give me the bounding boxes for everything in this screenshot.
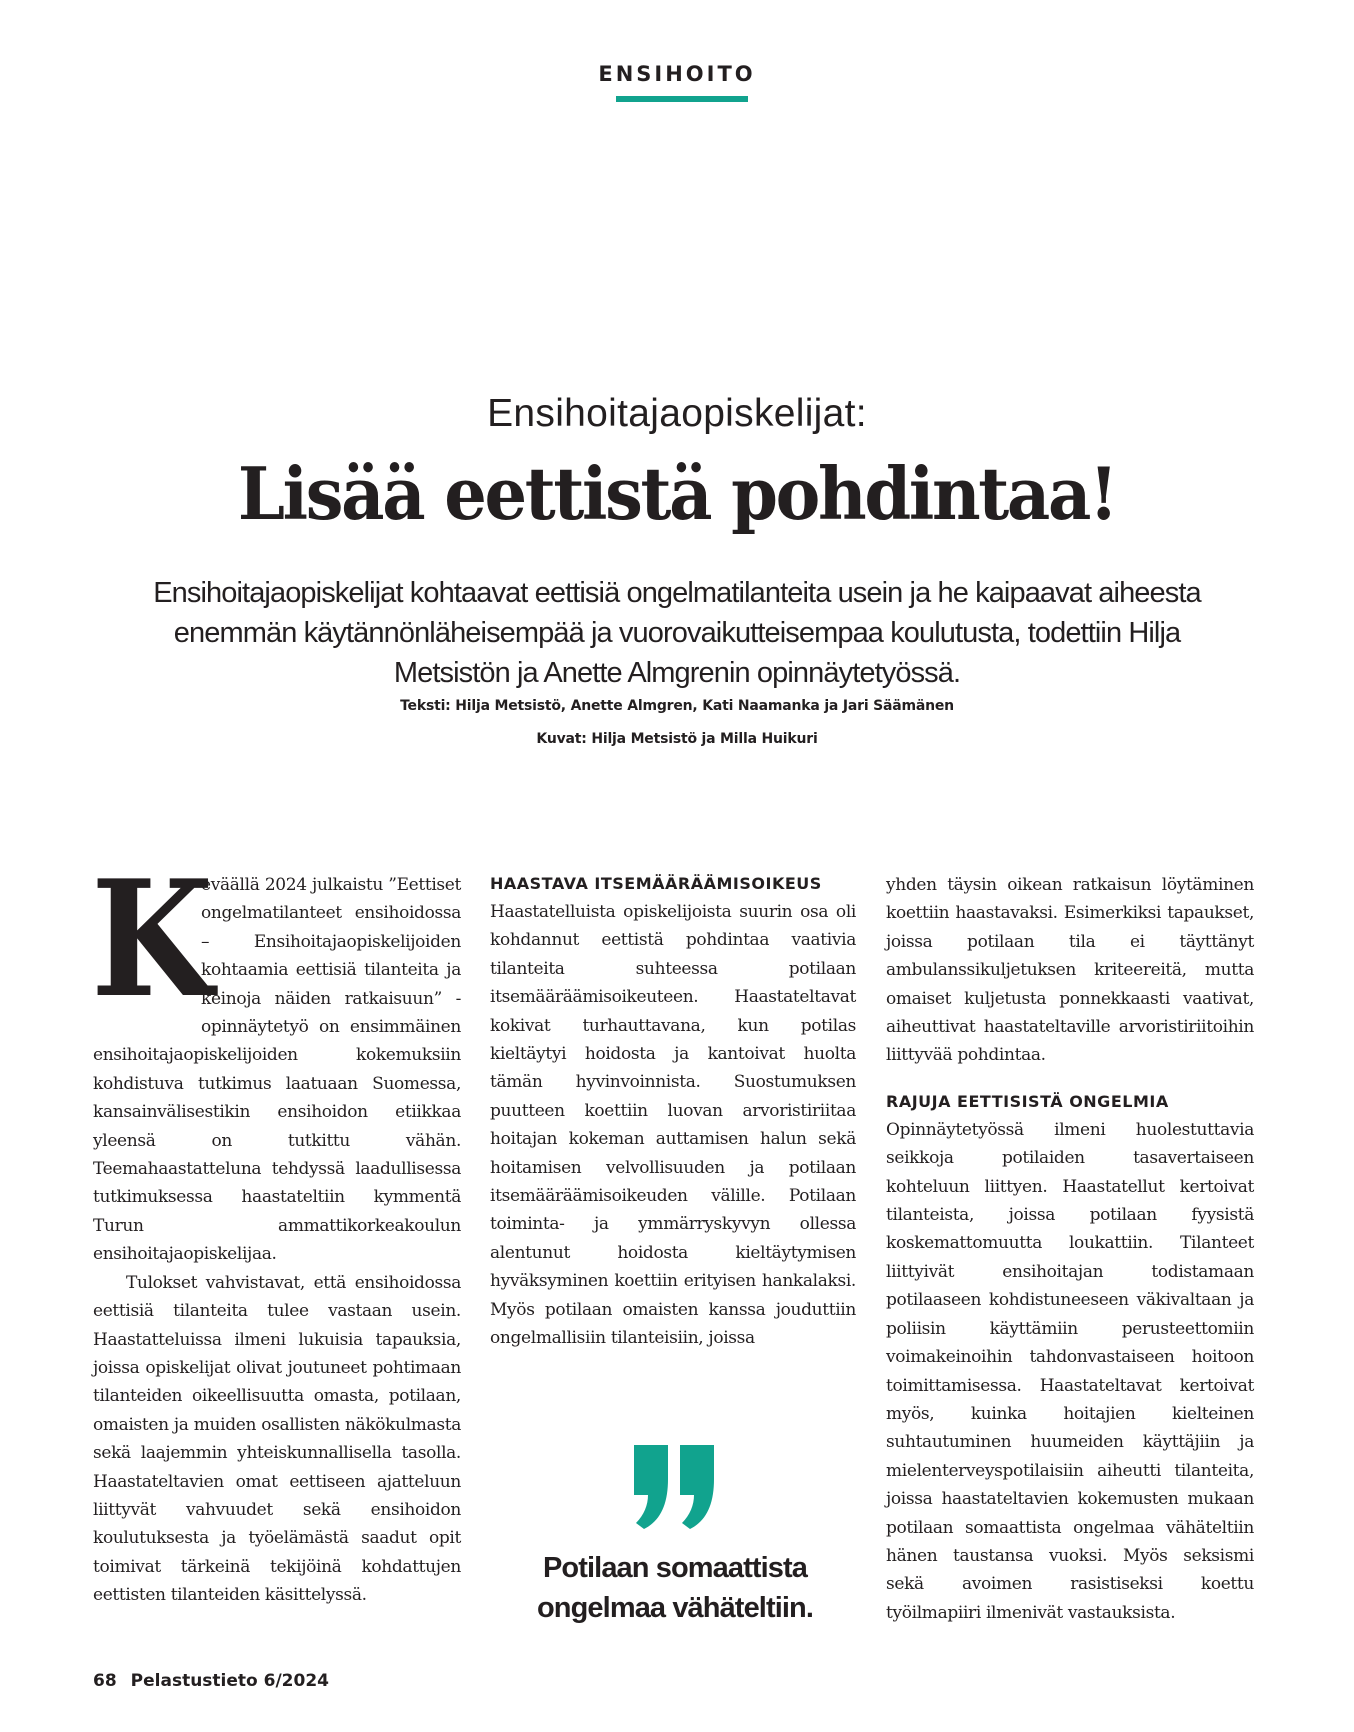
body-column-3	[886, 871, 1254, 1627]
pull-quote: Potilaan somaattista ongelmaa vähäteltiin.	[536, 1552, 813, 1624]
subheading: HAASTAVA ITSEMÄÄRÄÄMISOIKEUS	[490, 874, 822, 893]
article-lede: Ensihoitajaopiskelijat kohtaavat eettisiä ongelmatilanteita usein ja he kaipaavat aiheesta enemmän käytännönläheisempää ja vuorovaikutteisempaa koulutusta, todettiin Hilja Metsistön ja Anette Almgrenin opinnäytetyössä.	[153, 577, 1201, 689]
publication-name: Pelastustieto 6/2024	[130, 1671, 329, 1691]
article-kicker: Ensihoitajaopiskelijat:	[487, 392, 867, 435]
section-underline	[616, 96, 748, 102]
body-paragraph: Haastatelluista opiskelijoista suurin osa oli kohdannut eettistä pohdintaa vaativia tilanteita suhteessa potilaan itsemääräämisoikeuteen. Haastateltavat kokivat turhauttavana, kun potilas kieltäytyi hoidosta ja kantoivat huolta tämän hyvinvoinnista. Suostumuksen puutteen koettiin luovan arvoristiriitaa hoitajan kokeman auttamisen halun sekä hoitamisen velvollisuuden ja potilaan itsemääräämisoikeuden välille. Potilaan toiminta- ja ymmärryskyvyn ollessa alentunut hoidosta kieltäytymisen hyväksyminen koettiin erityisen hankalaksi. Myös potilaan omaisten kanssa jouduttiin ongelmallisiin tilanteisiin, joissa	[490, 902, 856, 1349]
body-paragraph: yhden täysin oikean ratkaisun löytäminen koettiin haastavaksi. Esimerkiksi tapaukset, joissa potilaan tila ei täyttänyt ambulanssikuljetuksen kriteereitä, mutta omaiset kuljetusta ponnekkaasti vaativat, aiheuttivat haastateltaville arvoristiriitoihin liittyvää pohdintaa.	[886, 875, 1254, 1066]
body-column-1	[91, 845, 461, 1610]
body-paragraph: eväällä 2024 julkaistu ”Eettiset ongelmatilanteet ensihoidossa – Ensihoitajaopiskelijoiden kohtaamia eettisiä tilanteita ja keinoja näiden ratkaisuun” -opinnäytetyö on ensimmäinen ensihoitajaopiskelijoiden kokemuksiin kohdistuva tutkimus laatuaan Suomessa, kansainvälisestikin ensihoidon etiikkaa yleensä on tutkittu vähän. Teemahaastatteluna tehdyssä laadullisessa tutkimuksessa haastateltiin kymmentä Turun ammattikorkeakoulun ensihoitajaopiskelijaa.	[93, 875, 461, 1265]
page-number: 68	[93, 1671, 117, 1691]
quote-mark-icon	[622, 1445, 722, 1535]
section-label: ENSIHOITO	[598, 62, 756, 86]
author-credit: Teksti: Hilja Metsistö, Anette Almgren, Kati Naamanka ja Jari Säämänen	[400, 698, 954, 714]
body-paragraph: Tulokset vahvistavat, että ensihoidossa eettisiä tilanteita tulee vastaan usein. Haastatteluissa ilmeni lukuisia tapauksia, joissa opiskelijat olivat joutuneet pohtimaan tilanteiden oikeellisuutta omasta, potilaan, omaisten ja muiden osallisten näkökulmasta sekä laajemmin yhteiskunnallisella tasolla. Haastateltavien omat eettiseen ajatteluun liittyvät vahvuudet sekä ensihoidon koulutuksesta ja työelämästä saadut opit toimivat tärkeinä tekijöinä kohdattujen eettisten tilanteiden käsittelyssä.	[93, 1272, 461, 1606]
body-column-2	[490, 870, 856, 1353]
dropcap: K	[91, 845, 214, 1033]
body-paragraph: Opinnäytetyössä ilmeni huolestuttavia seikkoja potilaiden tasavertaiseen kohteluun liittyen. Haastatellut kertoivat tilanteista, joissa potilaan fyysistä koskemattomuutta loukattiin. Tilanteet liittyivät ensihoitajan todistamaan potilaaseen kohdistuneeseen väkivaltaan ja poliisin käyttämiin perusteettomiin voimakeinoihin tahdonvastaiseen hoitoon toimittamisessa. Haastateltavat kertoivat myös, kuinka hoitajien kielteinen suhtautuminen huumeiden käyttäjiin ja mielenterveyspotilaisiin aiheutti tilanteita, joissa haastateltavien kokemusten mukaan potilaan somaattista ongelmaa vähäteltiin hänen taustansa vuoksi. Myös seksismi sekä avoimen rasistiseksi koettu työilmapiiri ilmenivät vastauksista.	[886, 1119, 1254, 1623]
page-footer	[93, 1671, 329, 1691]
subheading: RAJUJA EETTISISTÄ ONGELMIA	[886, 1091, 1169, 1111]
article-headline: Lisää eettistä pohdintaa!	[237, 451, 1117, 536]
photo-credit: Kuvat: Hilja Metsistö ja Milla Huikuri	[536, 731, 818, 747]
